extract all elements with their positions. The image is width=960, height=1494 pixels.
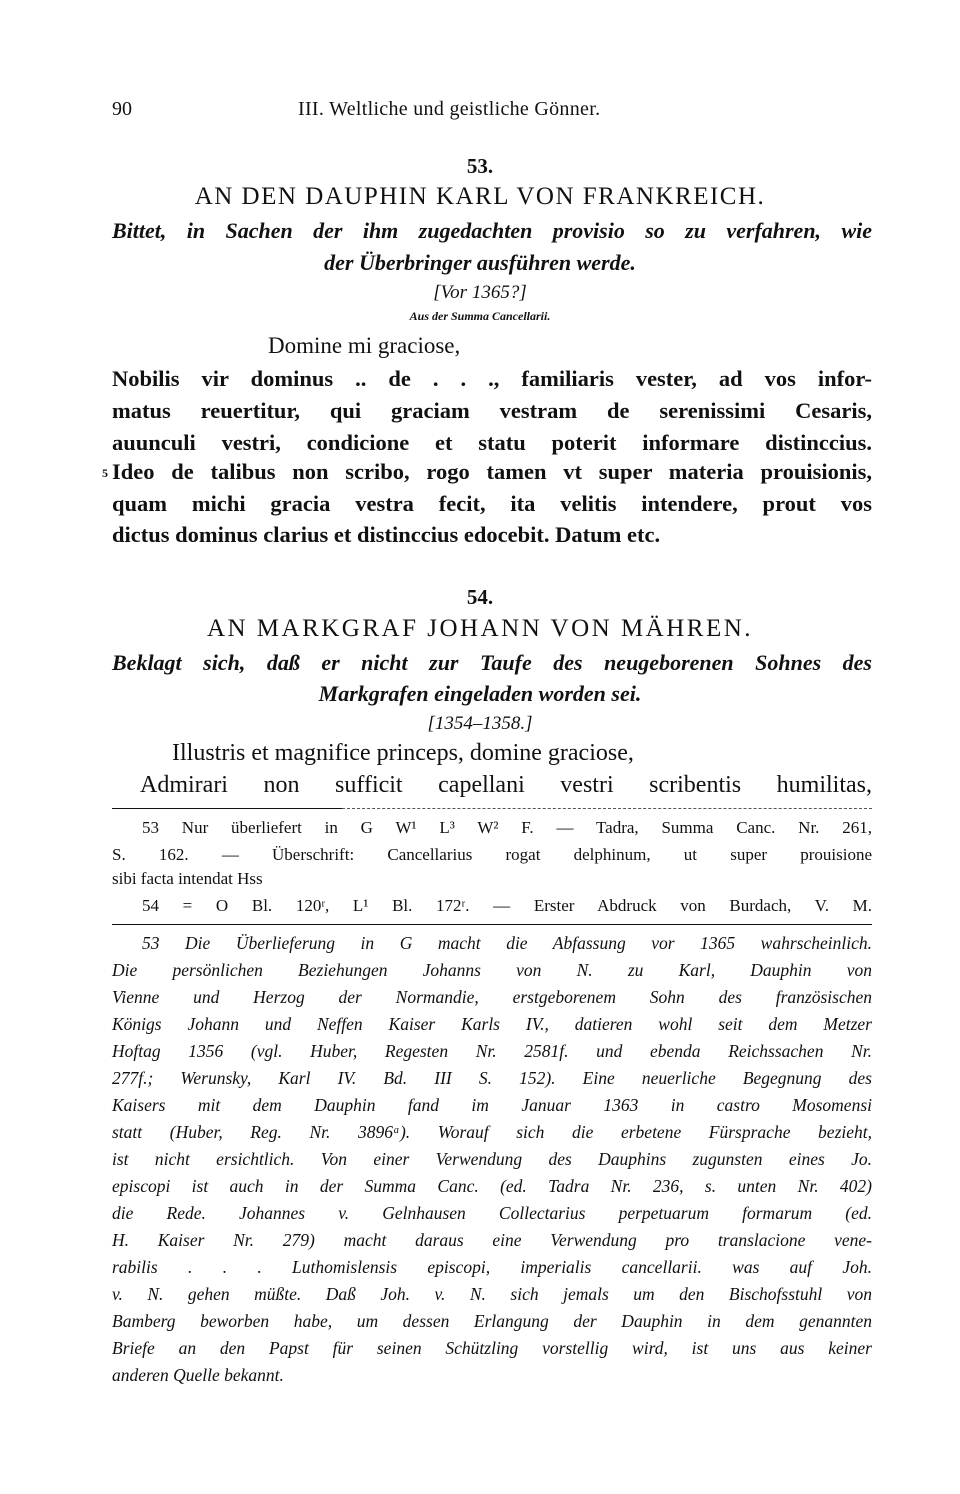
apparatus-line-4: 54 = O Bl. 120ʳ, L¹ Bl. 172ʳ. — Erster Abdruck von Burdach, V. M. [142,896,872,915]
letter-53-source: Aus der Summa Cancellarii. [409,309,551,323]
letter-53-title: AN DEN DAUPHIN KARL VON FRANKREICH. [194,183,766,210]
note-line-10: episcopi ist auch in der Summa Canc. (ed. Tadra Nr. 236, s. unten Nr. 402) [112,1176,872,1196]
note-line-4: Königs Johann und Neffen Kaiser Karls IV., datieren wohl seit dem Metzer [112,1014,872,1034]
letter-53-number: 53. [466,154,494,178]
line-number-5: 5 [102,466,108,480]
letter-53-line-2: matus reuertitur, qui graciam vestram de serenissimi Cesaris, [112,398,872,423]
note-line-14: v. N. gehen müßte. Daß Joh. v. N. sich jemals um den Bischofsstuhl von [112,1284,872,1304]
letter-53-summary-line-2: der Überbringer ausführen werde. [324,250,636,275]
letter-54-summary-line-1: Beklagt sich, daß er nicht zur Taufe des neugeborenen Sohnes des [112,650,872,675]
page-number: 90 [112,98,132,120]
note-line-9: ist nicht ersichtlich. Von einer Verwendung des Dauphins zugunsten eines Jo. [112,1149,872,1169]
note-line-2: Die persönlichen Beziehungen Johanns von N. zu Karl, Dauphin von [112,960,872,980]
letter-53-line-6: dictus dominus clarius et distinccius edocebit. Datum etc. [112,522,661,547]
letter-53-line-4: Ideo de talibus non scribo, rogo tamen vt super materia prouisionis, [112,459,872,484]
note-line-8: statt (Huber, Reg. Nr. 3896ᵃ). Worauf sich die erbetene Fürsprache bezieht, [112,1122,872,1142]
note-line-3: Vienne und Herzog der Normandie, erstgeborenem Sohn des französischen [112,987,872,1007]
letter-54-line-1: Admirari non sufficit capellani vestri scribentis humilitas, [140,772,872,798]
note-line-6: 277f.; Werunsky, Karl IV. Bd. III S. 152). Eine neuerliche Begegnung des [112,1068,872,1088]
letter-53-salutation: Domine mi graciose, [268,333,461,358]
note-line-13: rabilis . . . Luthomislensis episcopi, imperialis cancellarii. was auf Joh. [112,1257,872,1277]
note-line-15: Bamberg beworben habe, um dessen Erlangung der Dauphin in dem genannten [112,1311,872,1331]
note-line-5: Hoftag 1356 (vgl. Huber, Regesten Nr. 2581f. und ebenda Reichssachen Nr. [112,1041,872,1061]
note-line-11: die Rede. Johannes v. Gelnhausen Collectarius perpetuarum formarum (ed. [112,1203,872,1223]
letter-54-salutation: Illustris et magnifice princeps, domine graciose, [172,740,634,766]
apparatus-rule [112,808,342,809]
letter-53-line-1: Nobilis vir dominus .. de . . ., familiaris vester, ad vos infor- [112,366,872,391]
letter-53-line-5: quam michi gracia vestra fecit, ita velitis intendere, prout vos [112,491,872,516]
letter-53-summary-line-1: Bittet, in Sachen der ihm zugedachten provisio so zu verfahren, wie [112,218,872,243]
letter-54-date: [1354–1358.] [427,713,533,734]
apparatus-rule-dashed [342,808,872,809]
note-line-12: H. Kaiser Nr. 279) macht daraus eine Verwendung pro translacione vene- [112,1230,872,1250]
letter-54-number: 54. [466,585,494,609]
apparatus-line-1: 53 Nur überliefert in G W¹ L³ W² F. — Tadra, Summa Canc. Nr. 261, [142,818,872,837]
note-line-17: anderen Quelle bekannt. [112,1365,284,1385]
note-line-16: Briefe an den Papst für seinen Schützling vorstellig wird, ist uns aus keiner [112,1338,872,1358]
letter-54-summary-line-2: Markgrafen eingeladen worden sei. [318,681,642,706]
note-line-7: Kaisers mit dem Dauphin fand im Januar 1363 in castro Mosomensi [112,1095,872,1115]
apparatus-line-2: S. 162. — Überschrift: Cancellarius rogat delphinum, ut super prouisione [112,845,872,864]
note-line-1: 53 Die Überlieferung in G macht die Abfassung vor 1365 wahrscheinlich. [142,933,872,953]
running-title: III. Weltliche und geistliche Gönner. [298,98,601,120]
apparatus-line-3: sibi facta intendat Hss [112,869,263,888]
letter-53-date: [Vor 1365?] [433,282,527,303]
letter-53-line-3: auunculi vestri, condicione et statu poterit informare distinccius. [112,430,872,455]
letter-54-title: AN MARKGRAF JOHANN VON MÄHREN. [206,615,754,642]
notes-rule [112,924,872,925]
